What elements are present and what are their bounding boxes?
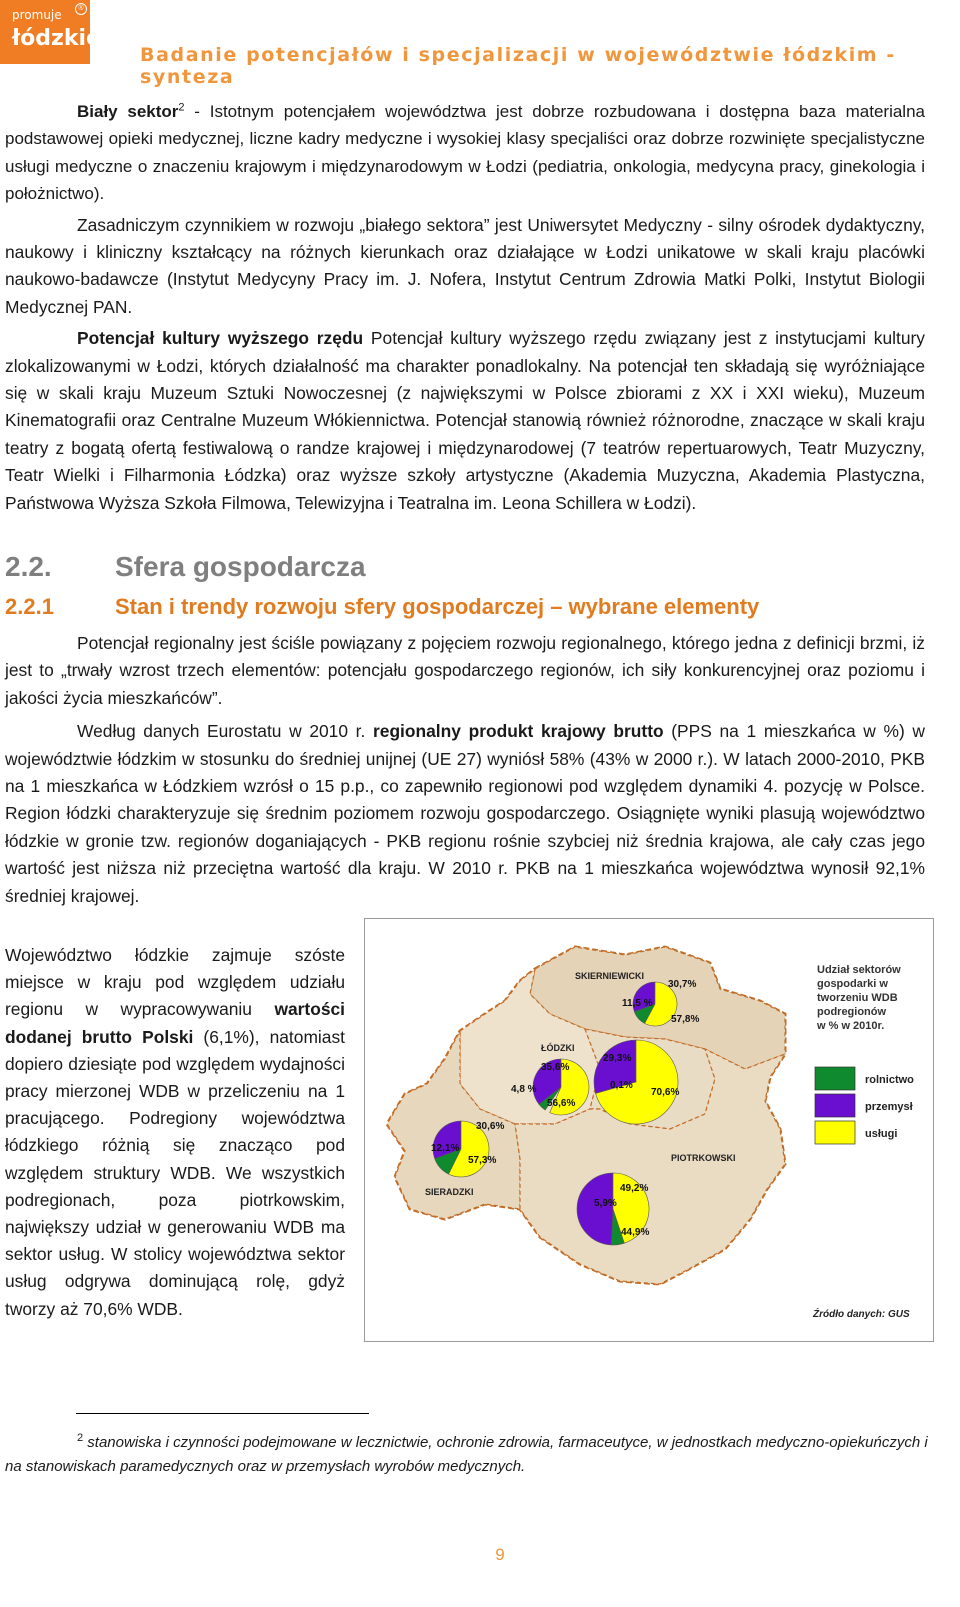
logo-line2: łódzkie [12, 26, 101, 51]
running-header: Badanie potencjałów i specjalizacji w województwie łódzkim - synteza [140, 44, 896, 88]
side-paragraph [5, 942, 345, 1323]
pie-label-piotrkowski-uslugi: 44,9% [621, 1227, 650, 1238]
region-name-skierniewicki: SKIERNIEWICKI [575, 971, 645, 981]
wdb-bold: wartości dodanej brutto Polski [5, 999, 345, 1047]
eurostat-text-b: (PPS na 1 mieszkańca w %) w województwie łódzkim w stosunku do średniej unijnej (UE 27) wyniósł 58% (43% w 2000 r.). W latach 2000-2010, PKB na 1 mieszkańca w Łódzkiem wzrósł o 15 p.p., co zapewniło regionowi pod względem dynamiki 4. pozycję w Polsce. Region łódzki charakteryzuje się średnim poziomem rozwoju gospodarczego. Osiągnięte wyniki plasują województwo łódzkie w gronie tzw. regionów doganiających - PKB regionu rośnie szybciej niż średnia krajowa, ale cały czas jego wartość jest niższa niż przeciętna wartość dla kraju. W 2010 r. PKB na 1 mieszkańca województwa wynosił 92,1% średniej krajowej. [5, 721, 925, 906]
promuje-lodzkie-logo [0, 0, 101, 64]
legend-swatch-przemysl [815, 1094, 855, 1117]
map-source: Źródło danych: GUS [813, 1309, 910, 1320]
region-name-lodzki: ŁÓDZKI [541, 1043, 575, 1053]
legend-label-przemysl: przemysł [865, 1101, 913, 1113]
wdb-text-b: (6,1%), natomiast dopiero dziesiąte pod względem wydajności pracy mierzonej WDB w przeliczeniu na 1 pracującego. Podregiony województwa łódzkiego różnią się znacząco pod względem struktury WDB. We wszystkich podregionach, poza piotrkowskim, największy udział w generowaniu WDB ma sektor usług. W stolicy województwa sektor usług odgrywa dominującą rolę, gdyż tworzy aż 70,6% WDB. [5, 1026, 345, 1319]
logo-line1: promuje [12, 8, 62, 22]
pie-label-lodz-przemysl: 29,3% [603, 1053, 632, 1064]
legend-label-rolnictwo: rolnictwo [865, 1074, 914, 1086]
pie-label-sieradzki-uslugi: 57,3% [468, 1155, 497, 1166]
region-name-piotrkowski: PIOTRKOWSKI [671, 1153, 736, 1163]
pie-label-lodz-rolnictwo: 0,1% [610, 1080, 633, 1091]
paragraph-eurostat [5, 718, 925, 910]
subsection-number: 2.2.1 [5, 594, 54, 619]
main-text-block-1 [5, 98, 925, 517]
paragraph-kultura [5, 325, 925, 517]
section-number: 2.2. [5, 551, 52, 582]
pie-label-sieradzki-rolnictwo: 12,1% [431, 1143, 460, 1154]
footnote-ref[interactable]: 2 [178, 101, 185, 114]
section-title: Sfera gospodarcza [115, 551, 366, 582]
footnote-text: stanowiska i czynności podejmowane w lecznictwie, ochronie zdrowia, farmaceutyce, w jednostkach medyczno-opiekuńczych i na stanowiskach paramedycznych oraz w przemysłach wyrobów medycznych. [5, 1434, 928, 1475]
main-text-block-2 [5, 630, 925, 910]
footnote [5, 1426, 930, 1479]
pie-label-sieradzki-przemysl: 30,6% [476, 1121, 505, 1132]
legend-title: Udział sektorów gospodarki w tworzeniu WDB podregionów w % w 2010r. [817, 964, 901, 1032]
paragraph-potencjal-regionalny: Potencjał regionalny jest ściśle powiązany z pojęciem rozwoju regionalnego, którego jedna z definicji brzmi, iż jest to „trwały wzrost trzech elementów: potencjału gospodarczego regionów, ich siły konkurencyjnej oraz poziomu i jakości życia mieszkańców”. [5, 633, 925, 708]
map-svg [365, 919, 933, 1341]
pie-label-lodzki-uslugi: 56,6% [547, 1098, 576, 1109]
paragraph-uniwersytet: Zasadniczym czynnikiem w rozwoju „białego sektora” jest Uniwersytet Medyczny - silny ośrodek dydaktyczny, naukowy i kliniczny kształcący na różnych kierunkach oraz działające w Łodzi unikatowe w skali kraju placówki naukowo-badawcze (Instytut Medycyny Pracy im. J. Nofera, Instytut Centrum Zdrowia Matki Polki, Instytut Biologii Medycznej PAN. [5, 214, 925, 317]
pie-label-piotrkowski-przemysl: 49,2% [620, 1183, 649, 1194]
page-number: 9 [495, 1545, 505, 1564]
pie-label-skierniewicki-rolnictwo: 11,5 % [622, 998, 653, 1009]
legend-label-uslugi: usługi [865, 1128, 898, 1140]
pie-label-lodzki-przemysl: 35,6% [541, 1062, 570, 1073]
kultura-text: Potencjał kultury wyższego rzędu związany jest z instytucjami kultury zlokalizowanymi w Łodzi, których działalność ma charakter ponadlokalny. Na potencjał ten składają się wyróżniające się w skali kraju Muzeum Sztuki Nowoczesnej (z największymi w Polsce zbiorami z XX i XXI wieku), Muzeum Kinematografii oraz Centralne Muzeum Włókiennictwa. Potencjał stanowią również różnorodne, znaczące w skali kraju teatry z bogatą ofertą festiwalową o randze krajowej i międzynarodowej (7 teatrów repertuarowych, Teatr Muzyczny, Teatr Wielki i Filharmonia Łódzka) oraz wyższe szkoły artystyczne (Akademia Muzyczna, Akademia Plastyczna, Państwowa Wyższa Szkoła Filmowa, Telewizyjna i Teatralna im. Leona Schillera w Łodzi). [5, 328, 925, 513]
wdb-paragraph [5, 942, 345, 1323]
section-2-2-heading [5, 551, 366, 583]
pie-label-piotrkowski-rolnictwo: 5,9% [594, 1198, 617, 1209]
wdb-sector-map [364, 918, 934, 1342]
section-2-2-1-heading [5, 594, 759, 620]
bialy-sektor-text: - Istotnym potencjałem województwa jest dobrze rozbudowana i dostępna baza materialna podstawowej opieki medycznej, liczne kadry medyczne i wysokiej klasy specjaliści oraz dobrze rozwinięte specjalistyczne usługi medyczne o znaczeniu krajowym i międzynarodowym w Łodzi (pediatria, onkologia, medycyna pracy, ginekologia i położnictwo). [5, 102, 925, 204]
legend-swatch-rolnictwo [815, 1067, 855, 1090]
legend-swatch-uslugi [815, 1121, 855, 1144]
footnote-rule [76, 1413, 369, 1414]
wdb-text-a: Województwo łódzkie zajmuje szóste miejsce w kraju pod względem udziału regionu w wypracowywaniu [5, 945, 345, 1020]
kultura-heading: Potencjał kultury wyższego rzędu [77, 328, 364, 349]
pie-label-lodzki-rolnictwo: 4,8 % [511, 1084, 537, 1095]
eurostat-text-a: Według danych Eurostatu w 2010 r. [77, 721, 373, 742]
bialy-sektor-paragraph [5, 98, 925, 208]
map-legend [815, 964, 914, 1144]
pie-label-skierniewicki-uslugi: 57,8% [671, 1014, 700, 1025]
pie-label-lodz-uslugi: 70,6% [651, 1087, 680, 1098]
subsection-title: Stan i trendy rozwoju sfery gospodarczej – wybrane elementy [115, 594, 760, 619]
footnote-number: 2 [77, 1432, 84, 1444]
registered-icon: ® [75, 3, 87, 15]
region-name-sieradzki: SIERADZKI [425, 1187, 474, 1197]
pie-label-skierniewicki-przemysl: 30,7% [668, 979, 697, 990]
eurostat-bold: regionalny produkt krajowy brutto [373, 721, 664, 742]
voivodeship-shape [387, 947, 785, 1284]
bialy-sektor-label: Biały sektor [77, 102, 179, 121]
